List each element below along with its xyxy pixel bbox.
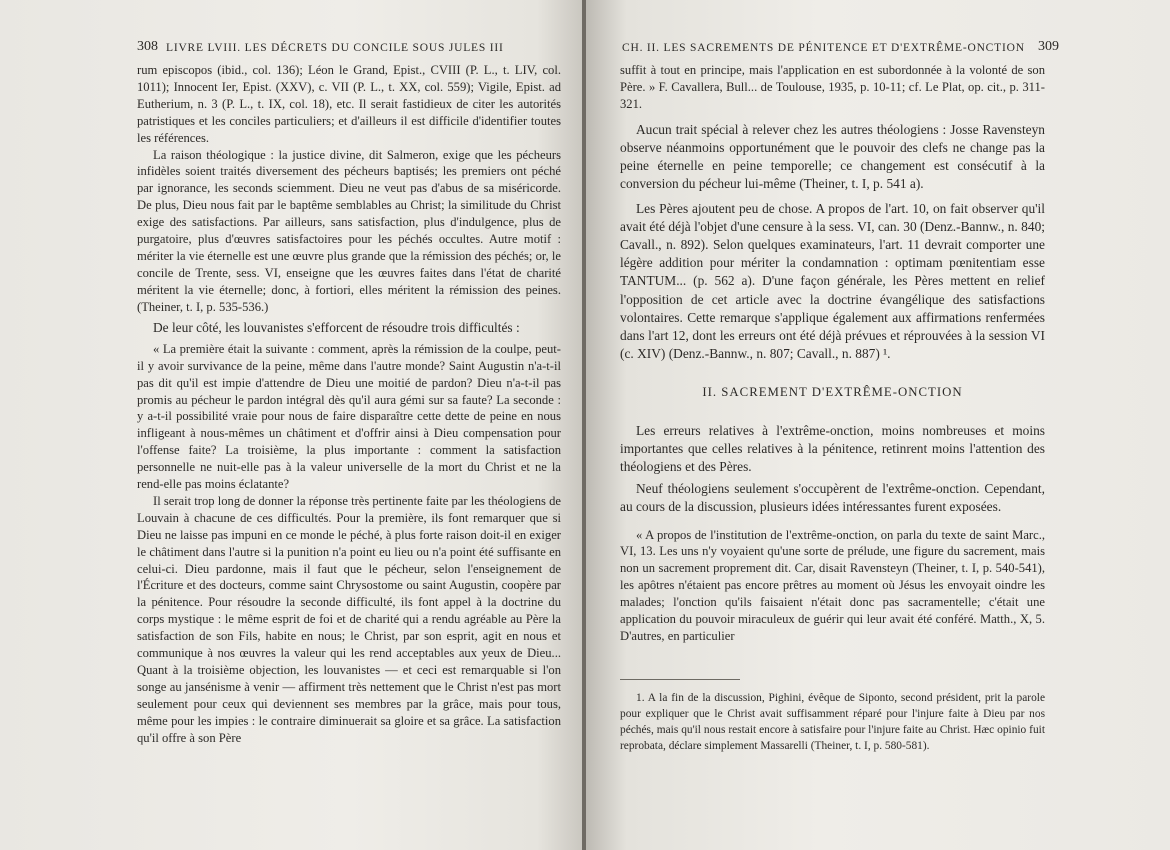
footnote: 1. A la fin de la discussion, Pighini, évêque de Siponto, second président, prit la parole pour expliquer que le Christ avait suffisamment réparé pour l'injure faite à Dieu par nos péchés, mais qu'il nous restait encore à satisfaire pour l'injure faite au Christ. Hæc opinio fuit reprobata, déclare simplement Massarelli (Theiner, t. I, p. 580-581). [620,691,1045,752]
left-page [0,0,584,850]
right-page [586,0,1170,850]
quote-paragraph: « A propos de l'institution de l'extrême-onction, on parla du texte de saint Marc., VI, 13. Les uns n'y voyaient qu'une sorte de prélude, une figure du sacrement, mais non un sacrement proprement dit. Car, disait Ravensteyn (Theiner, t. I, p. 540-541), les apôtres n'étaient pas encore prêtres au moment où Jésus les envoyait oindre les malades; l'onction qu'ils faisaient n'était donc pas sacramentelle; c'était une application du pouvoir miraculeux de guérir qui leur avait été conféré. Matth., X, 5. D'autres, en particulier [620,527,1045,644]
paragraph: Neuf théologiens seulement s'occupèrent de l'extrême-onction. Cependant, au cours de la discussion, plusieurs idées intéressantes furent exposées. [620,481,1045,515]
right-page-body [620,62,1045,754]
paragraph: Les erreurs relatives à l'extrême-onction, moins nombreuses et moins importantes que celles relatives à la pénitence, retinrent moins l'attention des théologiens et des Pères. [620,422,1045,474]
paragraph: suffit à tout en principe, mais l'application en est subordonnée à la volonté de son Père. » F. Cavallera, Bull... de Toulouse, 1935, p. 10-11; cf. Le Plat, op. cit., p. 311-321. [620,63,1045,111]
paragraph: La raison théologique : la justice divine, dit Salmeron, exige que les pécheurs infidèles soient traités diversement des pécheurs baptisés; les premiers ont péché par ignorance, les seconds sciemment. Dieu ne veut pas d'abus de sa miséricorde. De plus, Dieu nous fait par le baptême semblables au Christ; la similitude du Christ exige des satisfactions. Par ailleurs, sans satisfaction, plus d'indulgence, plus de purgatoire, plus d'œuvres satisfactoires pour les péchés occultes. Autre motif : mériter la vie éternelle est une œuvre plus grande que la rémission des péchés; or, le concile de Trente, sess. VI, enseigne que les œuvres faites dans l'état de charité méritent la vie éternelle; donc, à fortiori, elles méritent la rémission des peines. (Theiner, t. I, p. 535-536.) [137,147,561,314]
running-head-left: LIVRE LVIII. LES DÉCRETS DU CONCILE SOUS JULES III [166,42,504,54]
paragraph: De leur côté, les louvanistes s'efforcent de résoudre trois difficultés : [153,319,520,335]
quote-paragraph: Il serait trop long de donner la réponse très pertinente faite par les théologiens de Louvain à chacune de ces difficultés. Pour la première, ils font remarquer que si Dieu ne laisse pas impuni en ce monde le péché, à plus forte raison doit-il en exiger le châtiment dans l'autre si la punition n'a point eu lieu ou n'a point été suffisante en celui-ci. Dieu pardonne, mais il faut que le pécheur, selon l'enseignement de l'Écriture et des docteurs, comme saint Chrysostome ou saint Augustin, coopère par la pénitence. Pour résoudre la seconde difficulté, ils font appel à la doctrine du corps mystique : le même esprit de foi et de charité qui a rendu agréable au Père la satisfaction de son Fils, habite en nous; le Christ, par son esprit, agit en nous et communique à nos œuvres la valeur qui les rend acceptables aux yeux de Dieu... Quant à la troisième objection, les louvanistes — et ceci est remarquable si l'on songe au jansénisme à venir — affirment très nettement que le Christ n'est pas mort seulement pour ceux qui deviennent ses membres par la grâce, mais pour tous, même pour les impies : le contraire diminuerait sa gloire et sa grâce. La satisfaction qu'il offre à son Père [137,493,561,745]
paragraph: rum episcopos (ibid., col. 136); Léon le Grand, Epist., CVIII (P. L., t. LIV, col. 1011); Innocent Ier, Epist. (XXV), c. VII (P. L., t. XX, col. 559); Vigile, Epist. ad Eutherium, n. 3 (P. L., t. IX, col. 18), etc. Il serait fastidieux de citer les autorités patristiques et les conciles particuliers; et d'ailleurs il est difficile d'identifier toutes les références. [137,63,561,145]
left-page-body [137,62,561,747]
section-heading: II. SACREMENT D'EXTRÊME-ONCTION [702,385,963,400]
page-number-left: 308 [137,39,158,54]
running-head-right: CH. II. LES SACREMENTS DE PÉNITENCE ET D'EXTRÊME-ONCTION [622,42,1025,54]
page-number-right: 309 [1038,39,1059,54]
quote-paragraph: « La première était la suivante : comment, après la rémission de la coulpe, peut-il y avoir survivance de la peine, même dans l'autre monde? Saint Augustin n'a-t-il pas dit qu'il est impie d'attendre de Dieu une moitié de pardon? Dieu n'a-t-il pas promis au pécheur le pardon intégral dès qu'il aura gémi sur sa faute? La seconde : y a-t-il possibilité vraie pour nous de faire disparaître cette dette de peine en nous infligeant à nous-mêmes un châtiment et d'offrir ainsi à Dieu compensation pour l'offense faite? La troisième, la plus importante : comment la satisfaction personnelle ne nuit-elle pas à la valeur universelle de la mort du Christ et ne la rend-elle pas moins éclatante? [137,341,561,492]
footnote-rule [620,679,740,680]
paragraph: Les Pères ajoutent peu de chose. A propos de l'art. 10, on fait observer qu'il avait été déjà l'objet d'une censure à la sess. VI, can. 30 (Denz.-Bannw., n. 840; Cavall., n. 892). Selon quelques examinateurs, l'art. 11 devrait comporter une légère addition pour mériter la condamnation : optimam pœnitentiam esse TANTUM... (p. 562 a). D'une façon générale, les Pères mettent en relief l'opposition de cet article avec la doctrine évangélique des satisfactions volontaires. Cette remarque s'applique également aux affirmations renfermées dans l'art 12, dont les erreurs ont été déjà prévues et réprouvées à la session VI (c. XIV) (Denz.-Bannw., n. 807; Cavall., n. 887) ¹. [620,200,1045,362]
paragraph: Aucun trait spécial à relever chez les autres théologiens : Josse Ravensteyn observe néanmoins opportunément que le pouvoir des clefs ne change pas la peine éternelle en peine temporelle; ce changement est consécutif à la conversion du pécheur lui-même (Theiner, t. I, p. 541 a). [620,121,1045,192]
